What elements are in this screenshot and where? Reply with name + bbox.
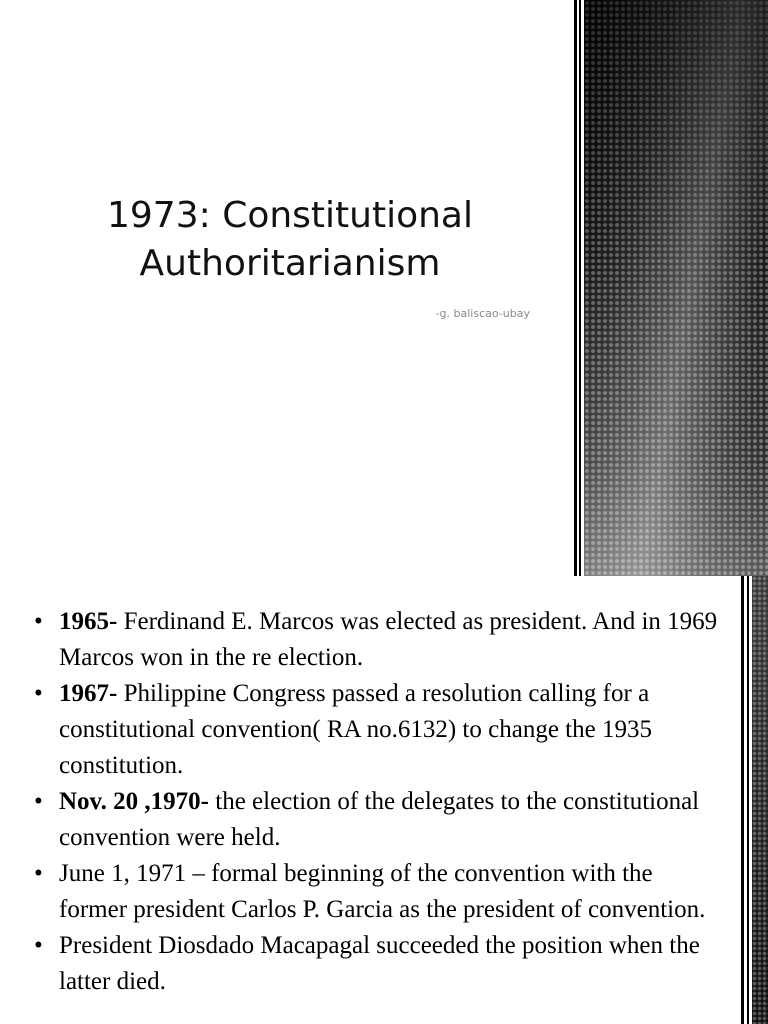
content-slide <box>0 576 768 1024</box>
bullet-lead: 1967- <box>59 680 118 707</box>
slide-title-line2: Authoritarianism <box>139 243 441 284</box>
bullet-icon: • <box>34 860 43 887</box>
bullet-text: the election of the delegates to the constitutional convention were held. <box>59 788 700 851</box>
bullet-lead: Nov. 20 ,1970- <box>59 788 209 815</box>
bullet-text: formal beginning of the convention with the former president Carlos P. Garcia as the president of convention. <box>59 860 706 923</box>
bullet-lead: President Diosdado Macapagal <box>59 932 371 959</box>
bullet-list <box>34 604 724 1000</box>
divider-line <box>574 0 577 576</box>
bullet-lead: June 1, 1971 – <box>59 860 205 887</box>
divider-line <box>741 576 744 1024</box>
bullet-icon: • <box>34 932 43 959</box>
slide-title-line1: 1973: Constitutional <box>107 195 473 236</box>
list-item <box>34 784 724 856</box>
list-item <box>34 676 724 784</box>
slide-title <box>60 192 520 288</box>
divider-line <box>579 0 581 576</box>
bullet-icon: • <box>34 788 43 815</box>
divider-line <box>747 576 749 1024</box>
decorative-pattern-strip <box>752 576 768 1024</box>
bullet-lead: 1965- <box>59 608 118 635</box>
list-item <box>34 856 724 928</box>
decorative-pattern-panel <box>584 0 768 576</box>
author-credit: -g. baliscao-ubay <box>435 307 530 320</box>
list-item <box>34 928 724 1000</box>
bullet-text: Philippine Congress passed a resolution calling for a constitutional convention( RA no.6132) to change the 1935 constitution. <box>59 680 652 779</box>
bullet-text: Ferdinand E. Marcos was elected as president. And in 1969 Marcos won in the re election. <box>59 608 718 671</box>
list-item <box>34 604 724 676</box>
bullet-icon: • <box>34 608 43 635</box>
bullet-icon: • <box>34 680 43 707</box>
bullet-text: succeeded the position when the latter died. <box>59 932 700 995</box>
